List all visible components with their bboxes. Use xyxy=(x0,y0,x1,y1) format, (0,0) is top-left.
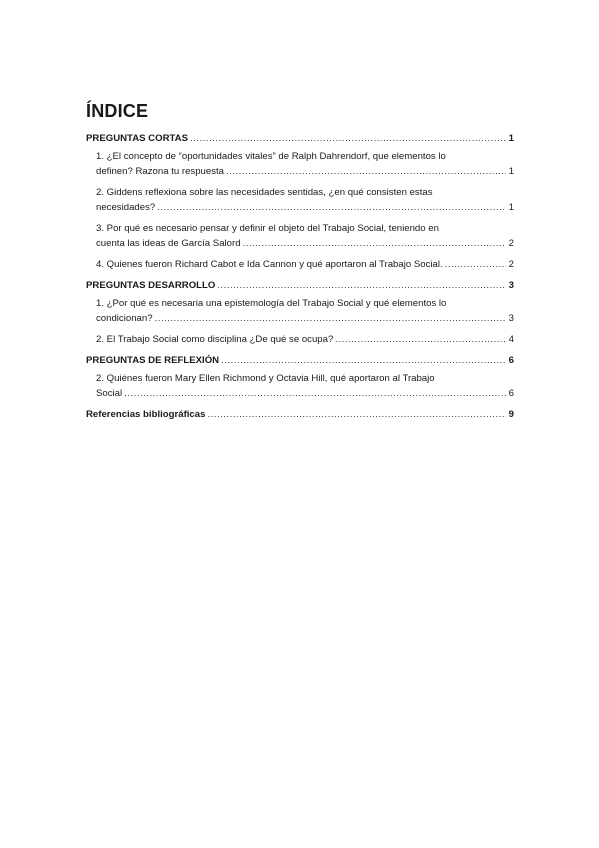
toc-entry-preguntas-reflexion[interactable] xyxy=(86,353,514,368)
dot-leader xyxy=(217,278,506,293)
table-of-contents xyxy=(86,131,514,425)
toc-entry-question-4[interactable] xyxy=(86,257,514,272)
toc-entry-text-line1: 2. Quiénes fueron Mary Ellen Richmond y Octavia Hill, qué aportaron al Trabajo xyxy=(96,373,435,384)
toc-entry-text-line1: 1. ¿El concepto de “oportunidades vitales” de Ralph Dahrendorf, que elementos lo xyxy=(96,151,446,162)
dot-leader xyxy=(243,236,506,251)
toc-entry-question-1[interactable] xyxy=(86,149,514,179)
dot-leader xyxy=(335,332,506,347)
dot-leader xyxy=(157,200,506,215)
toc-entry-text: PREGUNTAS CORTAS xyxy=(86,133,188,144)
toc-entry-text-line2: condicionan? xyxy=(96,313,153,324)
dot-leader xyxy=(124,386,506,401)
toc-page-number: 4 xyxy=(508,334,514,345)
dot-leader xyxy=(155,311,506,326)
toc-entry-text: 2. El Trabajo Social como disciplina ¿De qué se ocupa? xyxy=(96,334,334,345)
toc-entry-text: 4. Quienes fueron Richard Cabot e Ida Cannon y qué aportaron al Trabajo Social. xyxy=(96,259,443,270)
toc-page-number: 1 xyxy=(508,133,514,144)
toc-page-number: 3 xyxy=(508,280,514,291)
toc-entry-text-line1: 3. Por qué es necesario pensar y definir el objeto del Trabajo Social, teniendo en xyxy=(96,223,439,234)
toc-entry-text: PREGUNTAS DESARROLLO xyxy=(86,280,216,291)
dot-leader xyxy=(190,131,506,146)
toc-title: ÍNDICE xyxy=(86,101,149,121)
toc-page-number: 1 xyxy=(508,202,514,213)
toc-entry-text-line1: 2. Giddens reflexiona sobre las necesidades sentidas, ¿en qué consisten estas xyxy=(96,187,433,198)
toc-page-number: 2 xyxy=(508,238,514,249)
toc-entry-text-line1: 1. ¿Por qué es necesaria una epistemología del Trabajo Social y qué elementos lo xyxy=(96,298,447,309)
toc-entry-text: Referencias bibliográficas xyxy=(86,409,206,420)
toc-entry-text-line2: definen? Razona tu respuesta xyxy=(96,166,225,177)
toc-entry-preguntas-desarrollo[interactable] xyxy=(86,278,514,293)
toc-entry-referencias[interactable] xyxy=(86,407,514,422)
dot-leader xyxy=(207,407,506,422)
dot-leader xyxy=(226,164,506,179)
toc-entry-desarrollo-1[interactable] xyxy=(86,296,514,326)
toc-page-number: 2 xyxy=(508,259,514,270)
toc-entry-text-line2: necesidades? xyxy=(96,202,156,213)
dot-leader xyxy=(445,257,506,272)
toc-entry-question-2[interactable] xyxy=(86,185,514,215)
toc-entry-text-line2: Social xyxy=(96,388,123,399)
toc-entry-desarrollo-2[interactable] xyxy=(86,332,514,347)
toc-entry-text-line2: cuenta las ideas de García Salord xyxy=(96,238,241,249)
toc-entry-preguntas-cortas[interactable] xyxy=(86,131,514,146)
toc-page-number: 6 xyxy=(508,388,514,399)
toc-entry-text: PREGUNTAS DE REFLEXIÓN xyxy=(86,355,220,366)
toc-page-number: 1 xyxy=(508,166,514,177)
dot-leader xyxy=(221,353,506,368)
toc-page-number: 9 xyxy=(508,409,514,420)
toc-page-number: 6 xyxy=(508,355,514,366)
toc-entry-question-3[interactable] xyxy=(86,221,514,251)
toc-page-number: 3 xyxy=(508,313,514,324)
toc-entry-reflexion-2[interactable] xyxy=(86,371,514,401)
